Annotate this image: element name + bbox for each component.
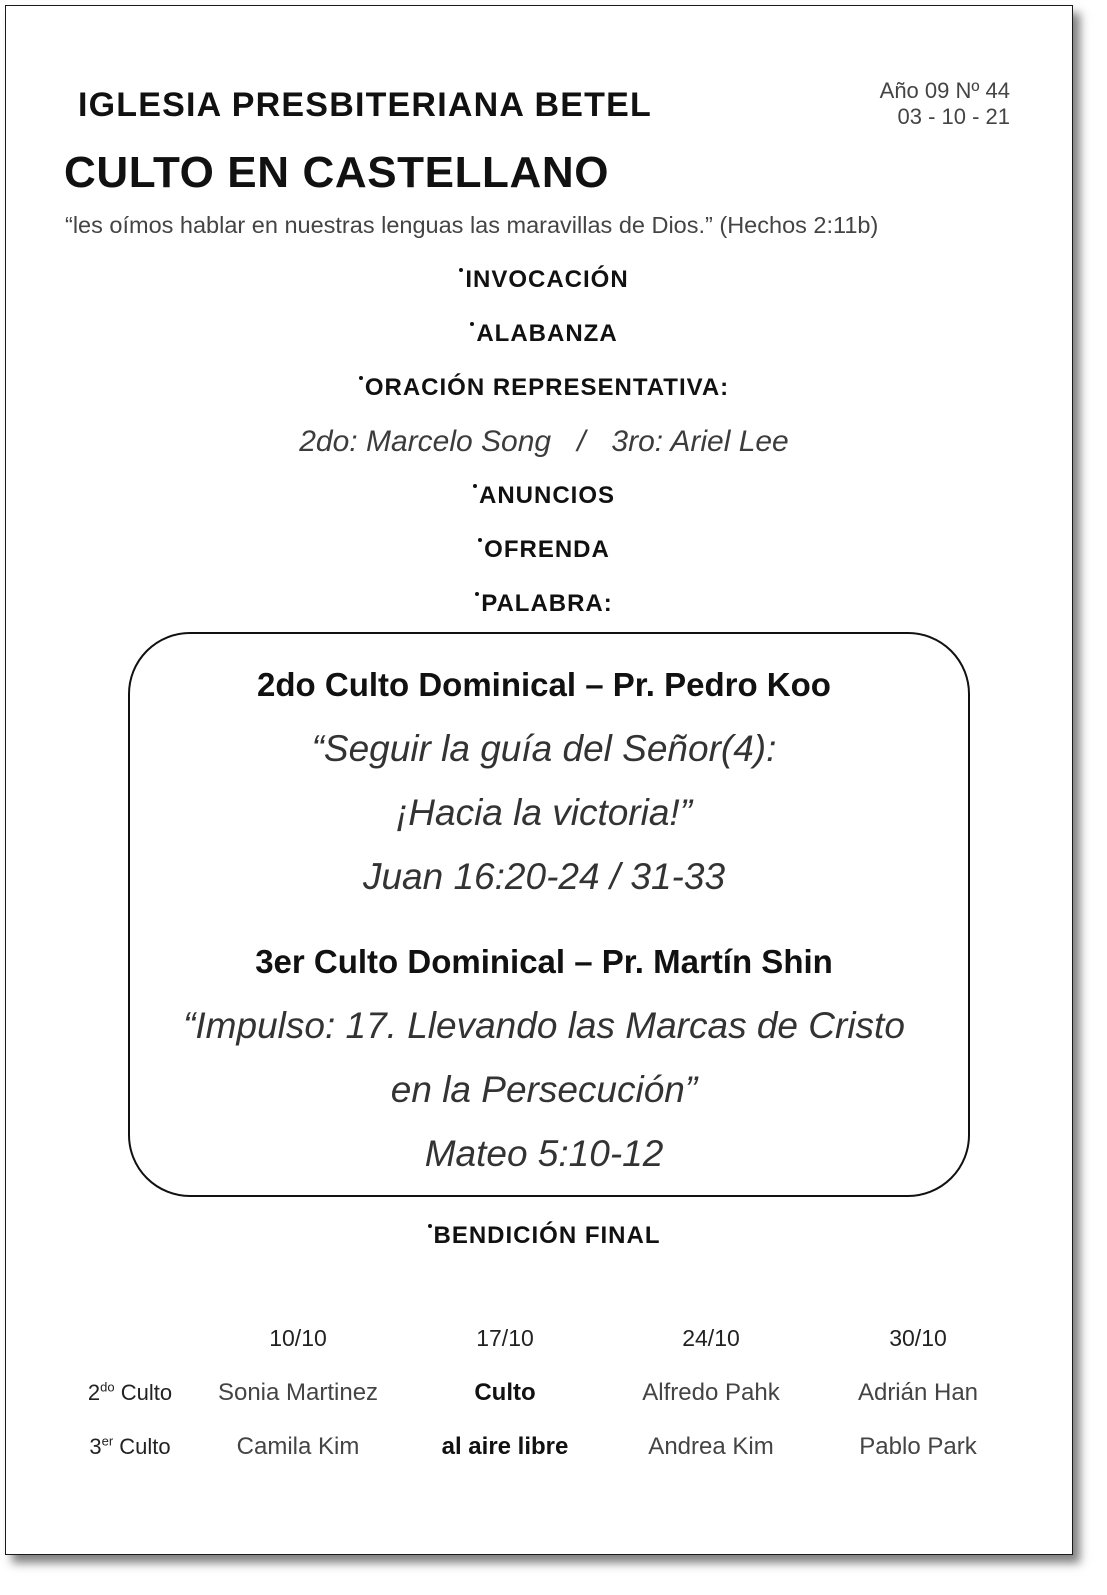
bullet-dot — [359, 376, 363, 380]
issue-info — [880, 78, 1010, 130]
order-of-service — [94, 253, 994, 631]
sermon-heading: 3er Culto Dominical – Pr. Martín Shin — [255, 943, 833, 980]
item-invocation — [94, 253, 994, 307]
issue-date: 03 - 10 - 21 — [897, 104, 1010, 129]
bullet-dot — [473, 484, 477, 488]
bullet-dot — [470, 322, 474, 326]
schedule-date: 17/10 — [476, 1325, 534, 1351]
row-label-number: 2 — [87, 1380, 101, 1405]
item-announcements — [94, 469, 994, 523]
schedule-header-row — [0, 1323, 1107, 1353]
sermon-list — [94, 653, 994, 1186]
schedule-cell: Sonia Martinez — [217, 1379, 379, 1406]
schedule-row — [0, 1432, 1107, 1462]
prayer-name-third: 3ro: Ariel Lee — [611, 425, 789, 458]
bullet-dot — [428, 1224, 432, 1228]
bullet-dot — [459, 268, 463, 272]
schedule-cell: Culto — [474, 1379, 536, 1406]
row-label-suffix: er — [101, 1433, 114, 1449]
sermon-title-line: “Impulso: 17. Llevando las Marcas de Cristo — [183, 1005, 905, 1046]
schedule-row-label — [89, 1432, 170, 1462]
sermon-title-line: “Seguir la guía del Señor(4): — [311, 728, 777, 769]
item-label: ALABANZA — [476, 320, 618, 347]
sermon-reference: Juan 16:20-24 / 31-33 — [362, 856, 726, 897]
schedule-cell: Adrián Han — [857, 1379, 979, 1406]
sermon-title-line: en la Persecución” — [390, 1069, 698, 1110]
sermon-third-service — [94, 930, 994, 1186]
issue-number: Año 09 Nº 44 — [879, 78, 1010, 103]
sermon-reference: Mateo 5:10-12 — [424, 1133, 664, 1174]
schedule-cell: Pablo Park — [859, 1433, 977, 1460]
schedule-date: 10/10 — [269, 1325, 327, 1351]
schedule-date: 24/10 — [682, 1325, 740, 1351]
item-label: OFRENDA — [484, 536, 610, 563]
prayer-names — [94, 415, 994, 469]
item-label: ANUNCIOS — [478, 482, 615, 509]
item-benediction — [94, 1209, 994, 1263]
schedule-date: 30/10 — [889, 1325, 947, 1351]
item-word — [94, 577, 994, 631]
sermon-second-service — [94, 653, 994, 909]
church-name: IGLESIA PRESBITERIANA BETEL — [78, 86, 652, 124]
row-label-number: 3 — [89, 1434, 102, 1459]
schedule-cell: Andrea Kim — [648, 1433, 774, 1460]
service-title: CULTO EN CASTELLANO — [64, 148, 610, 197]
schedule-row — [0, 1378, 1107, 1408]
sermon-heading: 2do Culto Dominical – Pr. Pedro Koo — [257, 666, 831, 703]
bullet-dot — [475, 592, 479, 596]
prayer-name-second: 2do: Marcelo Song — [299, 425, 552, 458]
sermon-title-line: ¡Hacia la victoria!” — [395, 792, 693, 833]
schedule-row-label — [88, 1378, 172, 1408]
item-praise — [94, 307, 994, 361]
schedule-cell: al aire libre — [441, 1433, 569, 1460]
row-label-suffix: do — [100, 1379, 115, 1395]
bullet-dot — [478, 538, 482, 542]
item-prayer — [94, 361, 994, 415]
item-label: INVOCACIÓN — [465, 266, 629, 293]
schedule-cell: Alfredo Pahk — [642, 1379, 780, 1406]
schedule-cell: Camila Kim — [236, 1433, 360, 1460]
item-label: BENDICIÓN FINAL — [433, 1222, 661, 1249]
row-label-word: Culto — [120, 1380, 173, 1405]
item-offering — [94, 523, 994, 577]
item-label: ORACIÓN REPRESENTATIVA: — [364, 374, 730, 401]
row-label-word: Culto — [119, 1434, 171, 1459]
item-label: PALABRA: — [481, 590, 613, 617]
verse-quote: “les oímos hablar en nuestras lenguas las maravillas de Dios.” (Hechos 2:11b) — [65, 212, 879, 238]
prayer-names-separator: / — [577, 425, 586, 458]
